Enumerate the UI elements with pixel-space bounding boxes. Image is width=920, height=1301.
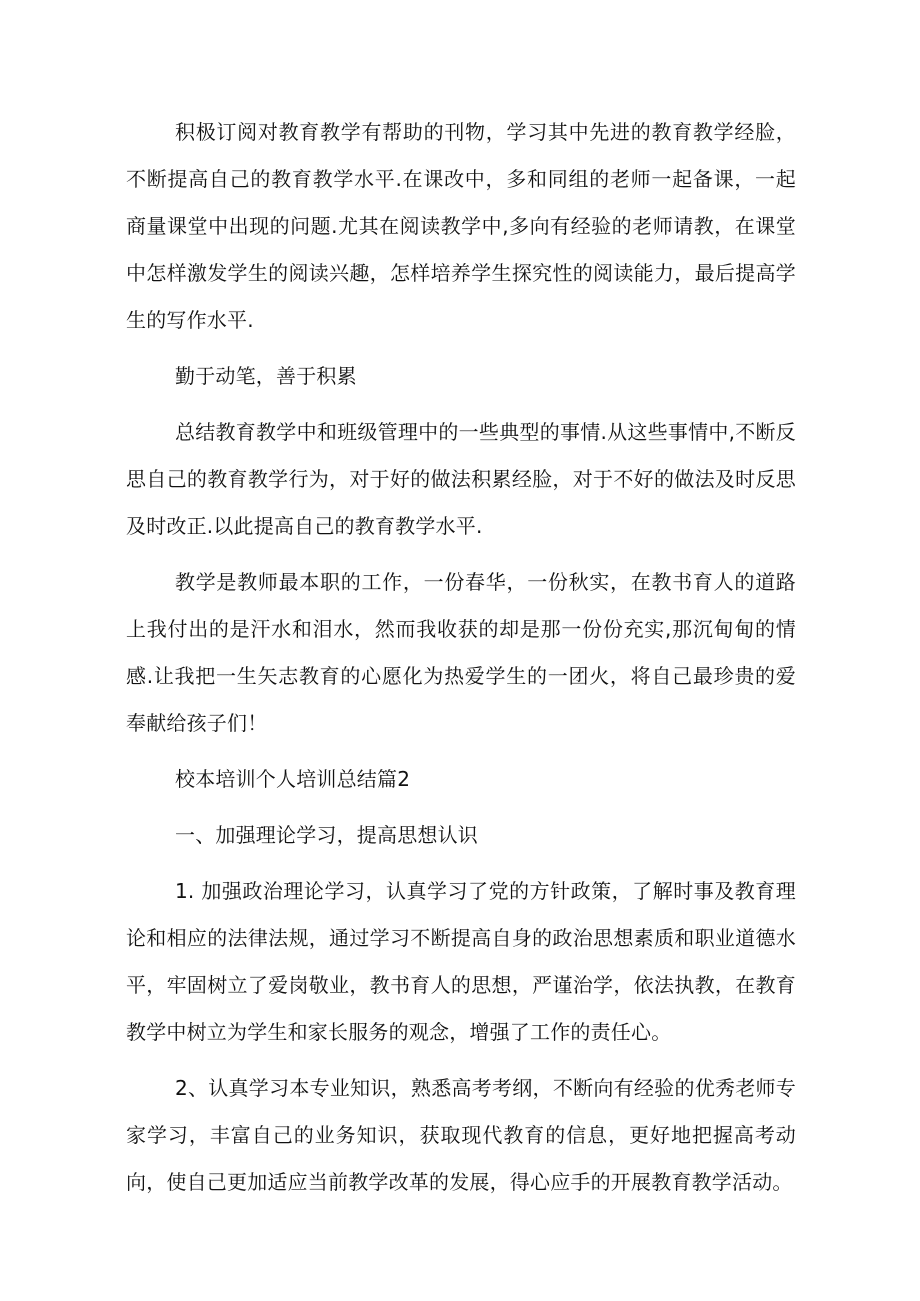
paragraph-summarize-events: 总结教育教学中和班级管理中的一些典型的事情.从这些事情中,不断反思自己的教育教学行为，对于好的做法积累经脸，对于不好的做法及时反思及时改正.以此提高自己的教育教学水平. bbox=[126, 420, 796, 538]
paragraph-teaching-duty: 教学是教师最本职的工作，一份春华，一份秋实，在教书育人的道路上我付出的是汗水和泪水，然而我收获的却是那一份份充实,那沉甸甸的情感.让我把一生矢志教育的心愿化为热爱学生的一团火，将自己最珍贵的爱奉献给孩子们！ bbox=[126, 570, 796, 735]
paragraph-professional-knowledge: 2、认真学习本专业知识，熟悉高考考纲，不断向有经验的优秀老师专家学习，丰富自己的业务知识，获取现代教育的信息，更好地把握高考动向，使自己更加适应当前教学改革的发展，得心应手的开展教育教学活动。 bbox=[126, 1076, 796, 1194]
heading-diligent-writing: 勤于动笔，善于积累 bbox=[175, 364, 357, 388]
heading-theory-study: 一、加强理论学习，提高思想认识 bbox=[175, 823, 478, 847]
paragraph-subscribe-journals: 积极订阅对教育教学有帮助的刊物，学习其中先进的教育教学经脸，不断提高自己的教育教学水平.在课改中，多和同组的老师一起备课，一起商量课堂中出现的问题.尤其在阅读教学中,多向有经验的老师请教，在课堂中怎样激发学生的阅读兴趣，怎样培养学生探究性的阅读能力，最后提高学生的写作水平. bbox=[126, 120, 796, 332]
heading-training-summary-2: 校本培训个人培训总结篇2 bbox=[175, 767, 411, 791]
document-body bbox=[126, 109, 796, 1206]
paragraph-political-theory: 1. 加强政治理论学习，认真学习了党的方针政策，了解时事及教育理论和相应的法律法规，通过学习不断提高自身的政治思想素质和职业道德水平，牢固树立了爱岗敬业，教书育人的思想，严谨治学，依法执教，在教育教学中树立为学生和家长服务的观念，增强了工作的责任心。 bbox=[126, 879, 796, 1044]
